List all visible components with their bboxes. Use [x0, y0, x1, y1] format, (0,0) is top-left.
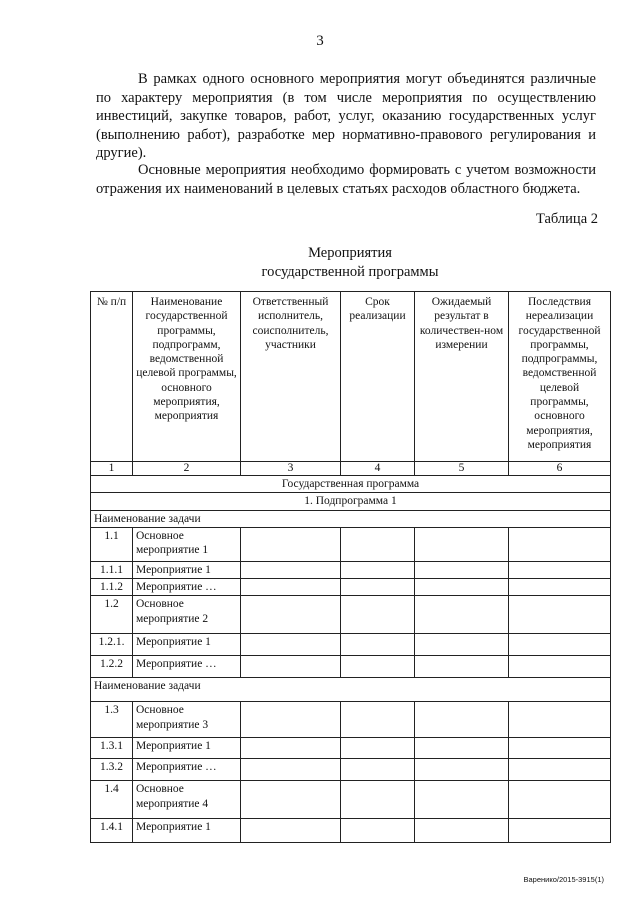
- program-row: [91, 476, 611, 493]
- row-name: Мероприятие …: [133, 759, 241, 781]
- paragraph-1: В рамках одного основного мероприятия могут объединятся различные по характеру мероприятия (в том числе мероприятия по осуществлению инвестиций, закупке товаров, работ, услуг, оказанию государственных услуг (выполнению работ), разработке мер нормативно-правового регулирования и другие).: [96, 71, 596, 162]
- task-row: [91, 510, 611, 527]
- empty-cell: [509, 561, 611, 578]
- empty-cell: [341, 656, 415, 678]
- table-title-line-1: Мероприятия: [308, 245, 392, 261]
- row-name: Основное мероприятие 2: [133, 596, 241, 634]
- empty-cell: [341, 527, 415, 561]
- row-name: Основное мероприятие 1: [133, 527, 241, 561]
- table-row: [91, 738, 611, 759]
- empty-cell: [509, 527, 611, 561]
- header-executor: Ответственный исполнитель, соисполнитель, участники: [241, 292, 341, 462]
- row-name: Мероприятие …: [133, 656, 241, 678]
- empty-cell: [241, 634, 341, 656]
- activities-table: [90, 291, 611, 843]
- table-row: [91, 561, 611, 578]
- row-name: Мероприятие 1: [133, 819, 241, 843]
- header-consequences: Последствия нереализации государственной программы, подпрограммы, ведомственной целевой программы, основного мероприятия, мероприятия: [509, 292, 611, 462]
- column-number: 6: [509, 462, 611, 476]
- empty-cell: [341, 819, 415, 843]
- table-row: [91, 819, 611, 843]
- header-number: № п/п: [91, 292, 133, 462]
- column-number: 2: [133, 462, 241, 476]
- row-number: 1.1.2: [91, 579, 133, 596]
- header-term: Срок реализации: [341, 292, 415, 462]
- empty-cell: [415, 561, 509, 578]
- empty-cell: [415, 781, 509, 819]
- empty-cell: [415, 596, 509, 634]
- table-row: [91, 596, 611, 634]
- table-reference: Таблица 2: [535, 211, 598, 227]
- empty-cell: [341, 738, 415, 759]
- empty-cell: [241, 819, 341, 843]
- empty-cell: [509, 781, 611, 819]
- empty-cell: [415, 579, 509, 596]
- empty-cell: [509, 819, 611, 843]
- empty-cell: [415, 527, 509, 561]
- row-number: 1.1.1: [91, 561, 133, 578]
- paragraph-2: Основные мероприятия необходимо формировать с учетом возможности отражения их наименований в целевых статьях расходов областного бюджета.: [96, 162, 596, 197]
- subprogram-row: [91, 493, 611, 510]
- empty-cell: [509, 738, 611, 759]
- empty-cell: [341, 561, 415, 578]
- row-name: Мероприятие …: [133, 579, 241, 596]
- empty-cell: [241, 781, 341, 819]
- row-number: 1.4.1: [91, 819, 133, 843]
- row-number: 1.3.2: [91, 759, 133, 781]
- column-number: 3: [241, 462, 341, 476]
- header-name: Наименование государственной программы, подпрограмм, ведомственной целевой программы, основного мероприятия, мероприятия: [133, 292, 241, 462]
- empty-cell: [509, 579, 611, 596]
- column-numbers-row: [91, 462, 611, 476]
- empty-cell: [509, 759, 611, 781]
- table-title: [90, 244, 610, 281]
- row-number: 1.4: [91, 781, 133, 819]
- row-name: Мероприятие 1: [133, 738, 241, 759]
- table-row: [91, 527, 611, 561]
- empty-cell: [241, 596, 341, 634]
- header-result: Ожидаемый результат в количествен-ном измерении: [415, 292, 509, 462]
- empty-cell: [241, 656, 341, 678]
- table-header-row: [91, 292, 611, 462]
- row-name: Мероприятие 1: [133, 634, 241, 656]
- empty-cell: [241, 738, 341, 759]
- subprogram-cell: 1. Подпрограмма 1: [91, 493, 611, 510]
- empty-cell: [241, 527, 341, 561]
- table-row: [91, 759, 611, 781]
- empty-cell: [415, 738, 509, 759]
- empty-cell: [415, 656, 509, 678]
- empty-cell: [341, 596, 415, 634]
- row-number: 1.2: [91, 596, 133, 634]
- row-number: 1.2.1.: [91, 634, 133, 656]
- row-number: 1.3: [91, 702, 133, 738]
- empty-cell: [415, 819, 509, 843]
- table-row: [91, 656, 611, 678]
- table-row: [91, 634, 611, 656]
- empty-cell: [241, 561, 341, 578]
- empty-cell: [415, 759, 509, 781]
- task-cell: Наименование задачи: [91, 678, 611, 702]
- empty-cell: [415, 702, 509, 738]
- empty-cell: [341, 759, 415, 781]
- empty-cell: [509, 596, 611, 634]
- task-row: [91, 678, 611, 702]
- empty-cell: [341, 781, 415, 819]
- empty-cell: [509, 702, 611, 738]
- column-number: 4: [341, 462, 415, 476]
- empty-cell: [241, 759, 341, 781]
- column-number: 1: [91, 462, 133, 476]
- table-row: [91, 781, 611, 819]
- page-number: 3: [316, 33, 324, 49]
- row-name: Основное мероприятие 3: [133, 702, 241, 738]
- row-number: 1.3.1: [91, 738, 133, 759]
- program-cell: Государственная программа: [91, 476, 611, 493]
- row-name: Мероприятие 1: [133, 561, 241, 578]
- empty-cell: [415, 634, 509, 656]
- task-cell: Наименование задачи: [91, 510, 611, 527]
- table-row: [91, 702, 611, 738]
- row-name: Основное мероприятие 4: [133, 781, 241, 819]
- empty-cell: [509, 656, 611, 678]
- empty-cell: [509, 634, 611, 656]
- row-number: 1.1: [91, 527, 133, 561]
- row-number: 1.2.2: [91, 656, 133, 678]
- column-number: 5: [415, 462, 509, 476]
- empty-cell: [241, 702, 341, 738]
- empty-cell: [341, 702, 415, 738]
- table-row: [91, 579, 611, 596]
- footer-code: Варенико/2015-3915(1): [523, 875, 604, 884]
- empty-cell: [341, 634, 415, 656]
- table-title-line-2: государственной программы: [261, 263, 439, 280]
- empty-cell: [341, 579, 415, 596]
- empty-cell: [241, 579, 341, 596]
